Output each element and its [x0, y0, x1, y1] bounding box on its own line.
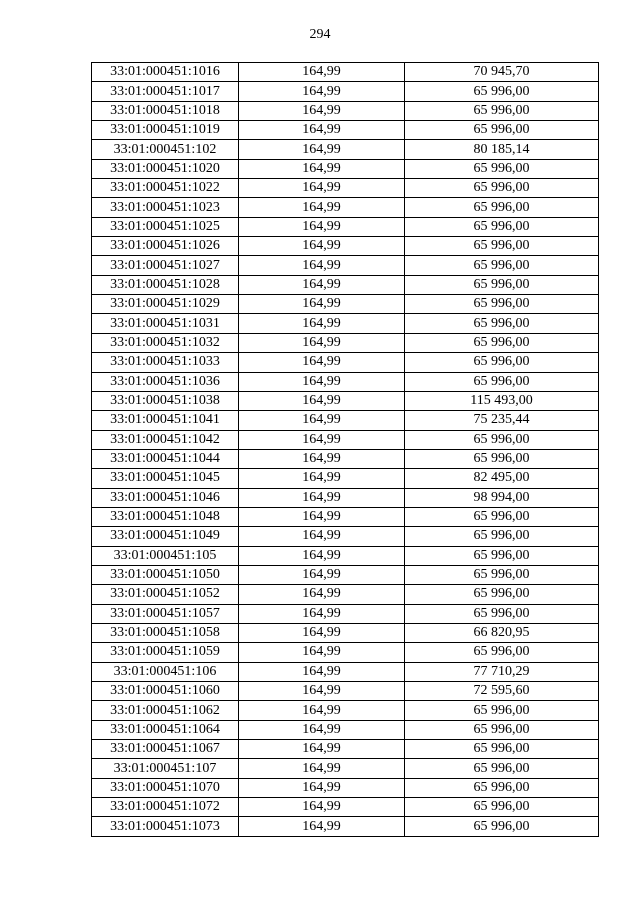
area-cell: 164,99 [239, 353, 405, 372]
cadastral-number-cell: 33:01:000451:1036 [92, 372, 239, 391]
table-row [92, 314, 599, 333]
value-cell: 65 996,00 [405, 179, 599, 198]
value-cell: 65 996,00 [405, 430, 599, 449]
data-table [91, 62, 599, 837]
value-cell: 65 996,00 [405, 333, 599, 352]
value-cell: 65 996,00 [405, 527, 599, 546]
cadastral-number-cell: 33:01:000451:1033 [92, 353, 239, 372]
area-cell: 164,99 [239, 720, 405, 739]
cadastral-number-cell: 33:01:000451:1050 [92, 565, 239, 584]
cadastral-number-cell: 33:01:000451:1031 [92, 314, 239, 333]
table-row [92, 333, 599, 352]
area-cell: 164,99 [239, 643, 405, 662]
table-row [92, 179, 599, 198]
cadastral-number-cell: 33:01:000451:105 [92, 546, 239, 565]
area-cell: 164,99 [239, 237, 405, 256]
table-row [92, 623, 599, 642]
value-cell: 65 996,00 [405, 449, 599, 468]
table-row [92, 256, 599, 275]
value-cell: 65 996,00 [405, 565, 599, 584]
cadastral-number-cell: 33:01:000451:1026 [92, 237, 239, 256]
cadastral-number-cell: 33:01:000451:1032 [92, 333, 239, 352]
value-cell: 65 996,00 [405, 546, 599, 565]
table-row [92, 372, 599, 391]
area-cell: 164,99 [239, 101, 405, 120]
cadastral-number-cell: 33:01:000451:1042 [92, 430, 239, 449]
area-cell: 164,99 [239, 527, 405, 546]
cadastral-number-cell: 33:01:000451:1025 [92, 217, 239, 236]
table-row [92, 275, 599, 294]
area-cell: 164,99 [239, 198, 405, 217]
table-row [92, 469, 599, 488]
cadastral-number-cell: 33:01:000451:1058 [92, 623, 239, 642]
area-cell: 164,99 [239, 256, 405, 275]
area-cell: 164,99 [239, 701, 405, 720]
area-cell: 164,99 [239, 817, 405, 836]
table-row [92, 701, 599, 720]
table-row [92, 759, 599, 778]
area-cell: 164,99 [239, 314, 405, 333]
table-row [92, 237, 599, 256]
area-cell: 164,99 [239, 82, 405, 101]
table-row [92, 63, 599, 82]
cadastral-number-cell: 33:01:000451:1070 [92, 778, 239, 797]
cadastral-number-cell: 33:01:000451:1057 [92, 604, 239, 623]
cadastral-number-cell: 33:01:000451:107 [92, 759, 239, 778]
cadastral-number-cell: 33:01:000451:1028 [92, 275, 239, 294]
cadastral-number-cell: 33:01:000451:1022 [92, 179, 239, 198]
table-row [92, 604, 599, 623]
value-cell: 70 945,70 [405, 63, 599, 82]
area-cell: 164,99 [239, 333, 405, 352]
value-cell: 75 235,44 [405, 411, 599, 430]
cadastral-number-cell: 33:01:000451:1060 [92, 682, 239, 701]
area-cell: 164,99 [239, 449, 405, 468]
value-cell: 77 710,29 [405, 662, 599, 681]
value-cell: 65 996,00 [405, 121, 599, 140]
area-cell: 164,99 [239, 469, 405, 488]
value-cell: 65 996,00 [405, 237, 599, 256]
value-cell: 65 996,00 [405, 82, 599, 101]
table-row [92, 449, 599, 468]
value-cell: 65 996,00 [405, 701, 599, 720]
value-cell: 65 996,00 [405, 353, 599, 372]
value-cell: 115 493,00 [405, 391, 599, 410]
value-cell: 65 996,00 [405, 275, 599, 294]
area-cell: 164,99 [239, 740, 405, 759]
value-cell: 98 994,00 [405, 488, 599, 507]
table-row [92, 682, 599, 701]
value-cell: 65 996,00 [405, 817, 599, 836]
area-cell: 164,99 [239, 121, 405, 140]
area-cell: 164,99 [239, 217, 405, 236]
cadastral-number-cell: 33:01:000451:1067 [92, 740, 239, 759]
cadastral-number-cell: 33:01:000451:1029 [92, 295, 239, 314]
table-row [92, 527, 599, 546]
area-cell: 164,99 [239, 275, 405, 294]
table-row [92, 546, 599, 565]
area-cell: 164,99 [239, 565, 405, 584]
cadastral-number-cell: 33:01:000451:1018 [92, 101, 239, 120]
value-cell: 65 996,00 [405, 198, 599, 217]
cadastral-number-cell: 33:01:000451:1038 [92, 391, 239, 410]
value-cell: 65 996,00 [405, 778, 599, 797]
value-cell: 65 996,00 [405, 101, 599, 120]
cadastral-number-cell: 33:01:000451:1044 [92, 449, 239, 468]
cadastral-number-cell: 33:01:000451:1059 [92, 643, 239, 662]
table-row [92, 198, 599, 217]
area-cell: 164,99 [239, 179, 405, 198]
value-cell: 65 996,00 [405, 295, 599, 314]
table-row [92, 82, 599, 101]
area-cell: 164,99 [239, 546, 405, 565]
cadastral-number-cell: 33:01:000451:1027 [92, 256, 239, 275]
table-row [92, 817, 599, 836]
table-row [92, 740, 599, 759]
area-cell: 164,99 [239, 140, 405, 159]
table-row [92, 295, 599, 314]
area-cell: 164,99 [239, 662, 405, 681]
area-cell: 164,99 [239, 682, 405, 701]
area-cell: 164,99 [239, 295, 405, 314]
table-row [92, 159, 599, 178]
page-number: 294 [309, 27, 331, 42]
table-row [92, 507, 599, 526]
value-cell: 65 996,00 [405, 585, 599, 604]
cadastral-number-cell: 33:01:000451:1041 [92, 411, 239, 430]
table-row [92, 140, 599, 159]
cadastral-number-cell: 33:01:000451:1072 [92, 798, 239, 817]
area-cell: 164,99 [239, 604, 405, 623]
cadastral-number-cell: 33:01:000451:102 [92, 140, 239, 159]
table-row [92, 430, 599, 449]
cadastral-number-cell: 33:01:000451:1064 [92, 720, 239, 739]
table-row [92, 101, 599, 120]
area-cell: 164,99 [239, 159, 405, 178]
value-cell: 65 996,00 [405, 256, 599, 275]
value-cell: 65 996,00 [405, 217, 599, 236]
table-row [92, 585, 599, 604]
area-cell: 164,99 [239, 411, 405, 430]
cadastral-number-cell: 33:01:000451:1017 [92, 82, 239, 101]
value-cell: 65 996,00 [405, 314, 599, 333]
area-cell: 164,99 [239, 778, 405, 797]
area-cell: 164,99 [239, 585, 405, 604]
cadastral-number-cell: 33:01:000451:106 [92, 662, 239, 681]
area-cell: 164,99 [239, 430, 405, 449]
cadastral-number-cell: 33:01:000451:1062 [92, 701, 239, 720]
table-row [92, 121, 599, 140]
cadastral-number-cell: 33:01:000451:1023 [92, 198, 239, 217]
value-cell: 65 996,00 [405, 372, 599, 391]
table-row [92, 217, 599, 236]
cadastral-number-cell: 33:01:000451:1045 [92, 469, 239, 488]
table-row [92, 411, 599, 430]
value-cell: 65 996,00 [405, 720, 599, 739]
table-row [92, 353, 599, 372]
area-cell: 164,99 [239, 623, 405, 642]
table-row [92, 488, 599, 507]
cadastral-number-cell: 33:01:000451:1049 [92, 527, 239, 546]
value-cell: 65 996,00 [405, 759, 599, 778]
area-cell: 164,99 [239, 798, 405, 817]
table-row [92, 391, 599, 410]
table-row [92, 565, 599, 584]
area-cell: 164,99 [239, 63, 405, 82]
area-cell: 164,99 [239, 391, 405, 410]
table-row [92, 798, 599, 817]
cadastral-number-cell: 33:01:000451:1019 [92, 121, 239, 140]
table-row [92, 778, 599, 797]
cadastral-number-cell: 33:01:000451:1052 [92, 585, 239, 604]
value-cell: 80 185,14 [405, 140, 599, 159]
cadastral-number-cell: 33:01:000451:1048 [92, 507, 239, 526]
area-cell: 164,99 [239, 372, 405, 391]
value-cell: 65 996,00 [405, 604, 599, 623]
value-cell: 72 595,60 [405, 682, 599, 701]
value-cell: 66 820,95 [405, 623, 599, 642]
cadastral-number-cell: 33:01:000451:1020 [92, 159, 239, 178]
cadastral-number-cell: 33:01:000451:1046 [92, 488, 239, 507]
value-cell: 65 996,00 [405, 159, 599, 178]
value-cell: 65 996,00 [405, 643, 599, 662]
cadastral-number-cell: 33:01:000451:1016 [92, 63, 239, 82]
table-row [92, 720, 599, 739]
value-cell: 65 996,00 [405, 740, 599, 759]
table-row [92, 662, 599, 681]
value-cell: 65 996,00 [405, 798, 599, 817]
table-body [92, 63, 599, 837]
area-cell: 164,99 [239, 507, 405, 526]
area-cell: 164,99 [239, 488, 405, 507]
value-cell: 82 495,00 [405, 469, 599, 488]
table-row [92, 643, 599, 662]
cadastral-number-cell: 33:01:000451:1073 [92, 817, 239, 836]
area-cell: 164,99 [239, 759, 405, 778]
value-cell: 65 996,00 [405, 507, 599, 526]
